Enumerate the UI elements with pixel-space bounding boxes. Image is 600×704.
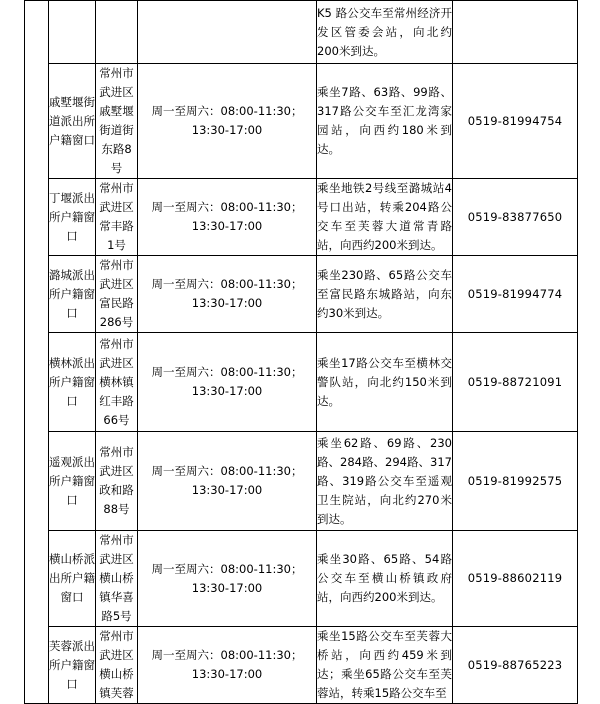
office-name-cell: 丁堰派出所户籍窗口 xyxy=(49,179,96,256)
address-cell xyxy=(96,1,138,64)
hours-cell: 周一至周六：08:00-11:30；13:30-17:00 xyxy=(138,64,317,179)
phone-cell: 0519-81994774 xyxy=(453,256,578,333)
office-name-cell: 横山桥派出所户籍窗口 xyxy=(49,531,96,627)
table-row xyxy=(25,432,578,531)
route-cell: 乘坐30路、65路、54路公交车至横山桥镇政府站，向西约200米到达。 xyxy=(317,531,453,627)
office-name-cell: 戚墅堰街道派出所户籍窗口 xyxy=(49,64,96,179)
hours-cell xyxy=(138,1,317,64)
phone-cell: 0519-88765223 xyxy=(453,627,578,704)
route-cell: 乘坐62路、69路、230路、284路、294路、317路、319路公交车至遥观卫生院站，向北约270米到达。 xyxy=(317,432,453,531)
office-name-cell: 潞城派出所户籍窗口 xyxy=(49,256,96,333)
route-cell: K5 路公交车至常州经济开发区管委会站，向北约200米到达。 xyxy=(317,1,453,64)
phone-cell: 0519-81992575 xyxy=(453,432,578,531)
table-row xyxy=(25,64,578,179)
phone-cell: 0519-81994754 xyxy=(453,64,578,179)
hours-cell: 周一至周六：08:00-11:30；13:30-17:00 xyxy=(138,256,317,333)
table-row xyxy=(25,256,578,333)
table-row xyxy=(25,1,578,64)
route-cell: 乘坐17路公交车至横林交警队站，向北约150米到达。 xyxy=(317,333,453,432)
phone-cell: 0519-88602119 xyxy=(453,531,578,627)
table-row xyxy=(25,627,578,704)
office-name-cell: 横林派出所户籍窗口 xyxy=(49,333,96,432)
hours-cell: 周一至周六：08:00-11:30；13:30-17:00 xyxy=(138,432,317,531)
district-merged-cell xyxy=(25,1,49,704)
office-name-cell xyxy=(49,1,96,64)
address-cell: 常州市武进区常丰路1号 xyxy=(96,179,138,256)
route-cell: 乘坐地铁2号线至潞城站4号口出站，转乘204路公交车至芙蓉大道常青路站，向西约200米到达。 xyxy=(317,179,453,256)
address-cell: 常州市武进区横林镇红丰路66号 xyxy=(96,333,138,432)
table-row xyxy=(25,333,578,432)
address-cell: 常州市武进区富民路286号 xyxy=(96,256,138,333)
office-name-cell: 遥观派出所户籍窗口 xyxy=(49,432,96,531)
hours-cell: 周一至周六：08:00-11:30；13:30-17:00 xyxy=(138,333,317,432)
route-cell: 乘坐230路、65路公交车至富民路东城路站，向东约30米到达。 xyxy=(317,256,453,333)
phone-cell: 0519-83877650 xyxy=(453,179,578,256)
address-cell: 常州市武进区横山桥镇华喜路5号 xyxy=(96,531,138,627)
office-name-cell: 芙蓉派出所户籍窗口 xyxy=(49,627,96,704)
police-station-table xyxy=(24,0,578,704)
table-row xyxy=(25,531,578,627)
address-cell: 常州市武进区横山桥镇芙蓉 xyxy=(96,627,138,704)
route-cell: 乘坐7路、63路、99路、317路公交车至汇龙湾家园站，向西约180米到达。 xyxy=(317,64,453,179)
phone-cell: 0519-88721091 xyxy=(453,333,578,432)
address-cell: 常州市武进区政和路88号 xyxy=(96,432,138,531)
hours-cell: 周一至周六：08:00-11:30；13:30-17:00 xyxy=(138,531,317,627)
table-row xyxy=(25,179,578,256)
route-cell: 乘坐15路公交车至芙蓉大桥站，向西约459米到达；乘坐65路公交车至芙蓉站，转乘15路公交车至 xyxy=(317,627,453,704)
phone-cell xyxy=(453,1,578,64)
hours-cell: 周一至周六：08:00-11:30；13:30-17:00 xyxy=(138,179,317,256)
hours-cell: 周一至周六：08:00-11:30；13:30-17:00 xyxy=(138,627,317,704)
address-cell: 常州市武进区戚墅堰街道街东路8号 xyxy=(96,64,138,179)
